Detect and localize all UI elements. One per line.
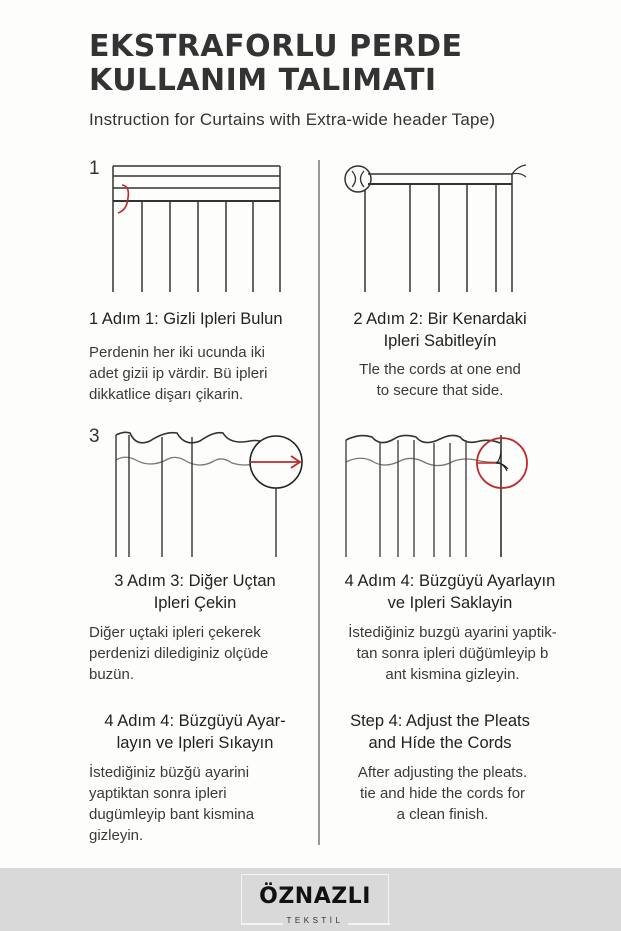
body-line: dikkatlice dişarı çikarin. xyxy=(89,386,244,403)
body-line: dugümleyip bant kismina xyxy=(89,806,255,823)
brand-tagline: TEKSTİL xyxy=(286,916,344,925)
body-line: After adjusting the pleats. xyxy=(357,764,528,781)
step-2-illustration xyxy=(340,160,540,295)
step-3-illustration xyxy=(110,425,310,560)
body-line: adet gizii ip värdir. Bü ipleri xyxy=(89,365,268,382)
heading-line: 4 Adım 4: Büzgüyü Ayarlayın xyxy=(344,572,556,590)
step-4-alt-body xyxy=(89,762,254,846)
heading-line: Ipleri Çekin xyxy=(153,594,237,612)
heading-line: ve Ipleri Saklayin xyxy=(387,594,513,612)
step-4-alt-heading xyxy=(85,710,305,754)
heading-line: layın ve Ipleri Sıkayın xyxy=(116,734,274,752)
step-4-en-heading xyxy=(330,710,550,754)
step-4-en-body xyxy=(330,762,555,825)
heading-line: 3 Adım 3: Diğer Uçtan xyxy=(114,572,276,590)
page-subtitle: Instruction for Curtains with Extra-wide header Tape) xyxy=(89,110,496,129)
body-line: İstediğiniz buzgü ayarini yaptik- xyxy=(348,624,557,641)
step-4-illustration xyxy=(340,425,540,560)
step-4-heading xyxy=(330,570,570,614)
body-line: Tle the cords at one end xyxy=(359,361,521,378)
step-2-body xyxy=(330,359,550,401)
heading-line: 4 Adım 4: Büzgüyü Ayar- xyxy=(104,712,286,730)
heading-line: and Híde the Cords xyxy=(368,734,512,752)
step-2-heading xyxy=(330,308,550,352)
title-line-1: EKSTRAFORLU PERDE xyxy=(89,29,463,64)
body-line: ant kismina gizleyin. xyxy=(385,666,520,683)
step-1-number: 1 xyxy=(89,158,100,179)
column-divider xyxy=(318,160,320,845)
heading-line: Ipleri Sabitleyín xyxy=(383,332,497,350)
heading-line: 2 Adım 2: Bir Kenardaki xyxy=(353,310,527,328)
body-line: tan sonra ipleri düğümleyip b xyxy=(356,645,549,662)
title-line-2: KULLANIM TALIMATI xyxy=(89,63,437,98)
step-3-number: 3 xyxy=(89,426,100,447)
body-line: İstediğiniz büzğü ayarini xyxy=(89,764,250,781)
body-line: gizleyin. xyxy=(89,827,144,844)
hidden-cord-icon xyxy=(118,185,128,213)
brand-logo: ÖZNAZLI xyxy=(259,884,371,909)
body-line: buzün. xyxy=(89,666,135,683)
step-4-body xyxy=(330,622,575,685)
step-1-heading: 1 Adım 1: Gizli Ipleri Bulun xyxy=(89,310,283,328)
page-title xyxy=(89,30,589,98)
body-line: yaptiktan sonra ipleri xyxy=(89,785,227,802)
body-line: perdenizi dilediginiz olçüde xyxy=(89,645,269,662)
body-line: Perdenin her iki ucunda iki xyxy=(89,344,265,361)
knot-icon xyxy=(345,166,371,192)
body-line: Diğer uçtaki ipleri çekerek xyxy=(89,624,261,641)
body-line: a clean finish. xyxy=(396,806,489,823)
heading-line: Step 4: Adjust the Pleats xyxy=(350,712,530,730)
step-1-body xyxy=(89,342,267,405)
step-3-heading xyxy=(85,570,305,614)
body-line: tie and hide the cords for xyxy=(359,785,526,802)
body-line: to secure that side. xyxy=(376,382,504,399)
step-3-body xyxy=(89,622,268,685)
step-1-illustration xyxy=(110,160,290,295)
